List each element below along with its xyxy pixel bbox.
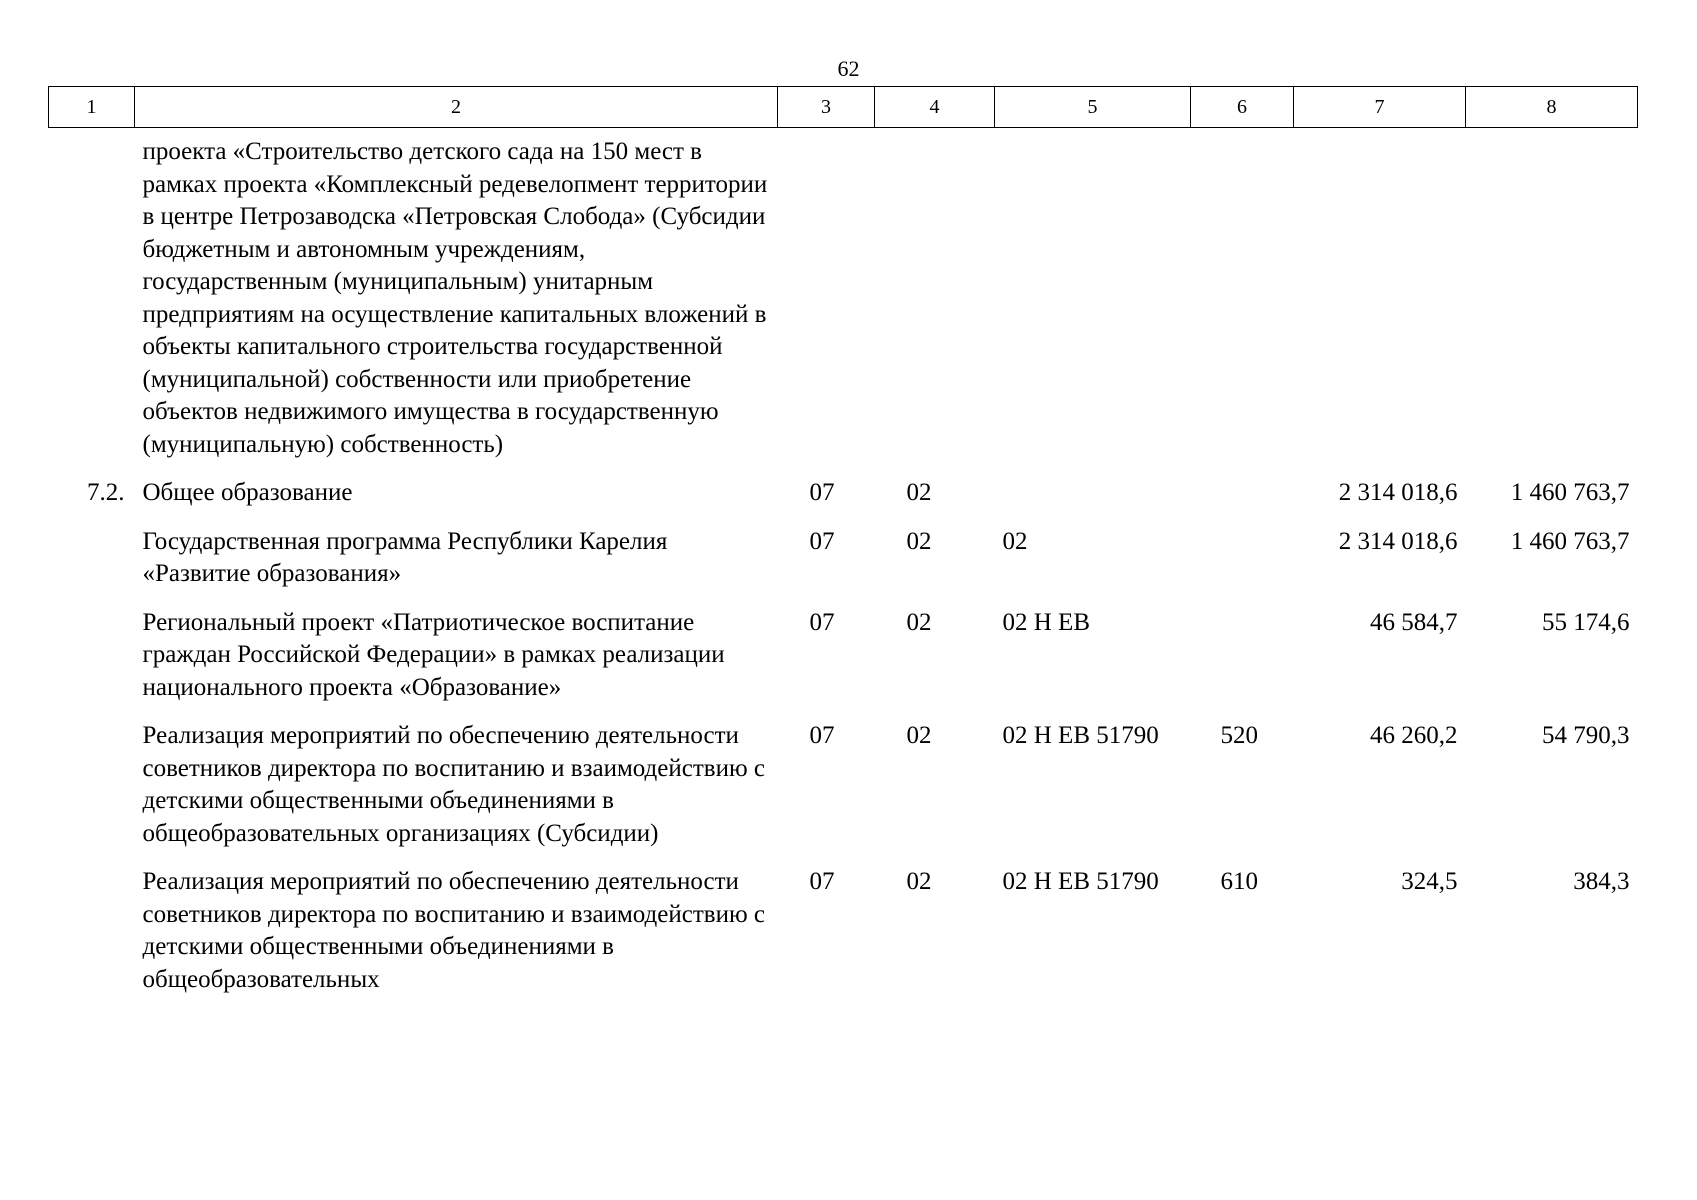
row-target-article: 02 xyxy=(1002,527,1028,555)
row-name: проекта «Строительство детского сада на 150 мест в рамках проекта «Комплексный редевелопмент территории в центре Петрозаводска «Петровская Слобода» (Субсидии бюджетным и автономным учреждениям, государственным (муниципальным) унитарным предприятиям на осуществление капитальных вложений в объекты капитального строительства государственной (муниципальной) собственности или приобретение объектов недвижимого имущества в государственную (муниципальную) собственность) xyxy=(142,138,768,458)
row-expense-type xyxy=(1191,526,1294,607)
row-expense-type xyxy=(1191,607,1294,721)
row-section-code: 07 xyxy=(809,527,835,555)
row-name: Государственная программа Республики Карелия «Развитие образования» xyxy=(142,527,668,587)
row-amount-col8: 1 460 763,7 xyxy=(1510,479,1630,506)
header-col-2: 2 xyxy=(135,87,778,128)
row-amount-col7: 46 260,2 xyxy=(1370,722,1458,749)
table-row xyxy=(49,607,1638,721)
row-amount-col8: 55 174,6 xyxy=(1542,608,1630,636)
header-col-1: 1 xyxy=(49,87,135,128)
header-col-8: 8 xyxy=(1466,87,1638,128)
row-amount-col7: 2 314 018,6 xyxy=(1338,527,1458,555)
row-number xyxy=(49,526,135,607)
row-name: Региональный проект «Патриотическое воспитание граждан Российской Федерации» в рамках реализации национального проекта «Образование» xyxy=(142,608,725,701)
header-col-6: 6 xyxy=(1191,87,1294,128)
table-row xyxy=(49,720,1638,866)
table-body xyxy=(49,128,1638,1013)
row-subsection-code xyxy=(875,128,995,478)
row-target-article xyxy=(995,128,1191,478)
row-name: Общее образование xyxy=(142,479,353,506)
row-amount-col7: 46 584,7 xyxy=(1370,608,1458,636)
row-section-code: 07 xyxy=(809,868,835,895)
table-row xyxy=(49,477,1638,526)
header-row xyxy=(49,87,1638,128)
page-number: 62 xyxy=(837,56,860,81)
row-target-article xyxy=(995,477,1191,526)
row-section-code xyxy=(778,128,875,478)
row-number xyxy=(49,720,135,866)
row-target-article: 02 Н ЕВ 51790 xyxy=(1002,722,1159,749)
row-name: Реализация мероприятий по обеспечению деятельности советников директора по воспитанию и взаимодействию с детскими общественными объединениями в общеобразовательных xyxy=(142,868,765,993)
row-target-article: 02 Н ЕВ 51790 xyxy=(1002,868,1159,895)
row-amount-col8 xyxy=(1466,128,1638,478)
row-subsection-code: 02 xyxy=(906,722,932,749)
row-amount-col7: 324,5 xyxy=(1401,868,1458,895)
header-col-7: 7 xyxy=(1294,87,1466,128)
table-row xyxy=(49,526,1638,607)
header-col-5: 5 xyxy=(995,87,1191,128)
row-number xyxy=(49,128,135,478)
row-section-code: 07 xyxy=(809,479,835,506)
row-section-code: 07 xyxy=(809,608,835,636)
row-subsection-code: 02 xyxy=(906,608,932,636)
table-row xyxy=(49,866,1638,1012)
row-number xyxy=(49,607,135,721)
header-col-3: 3 xyxy=(778,87,875,128)
row-name: Реализация мероприятий по обеспечению деятельности советников директора по воспитанию и взаимодействию с детскими общественными объединениями в общеобразовательных организациях (Субсидии) xyxy=(142,722,765,847)
row-expense-type xyxy=(1191,128,1294,478)
row-amount-col7 xyxy=(1294,128,1466,478)
row-amount-col8: 1 460 763,7 xyxy=(1510,527,1630,555)
row-subsection-code: 02 xyxy=(906,479,932,506)
row-target-article: 02 Н ЕВ xyxy=(1002,608,1090,636)
row-subsection-code: 02 xyxy=(906,527,932,555)
row-number xyxy=(49,866,135,1012)
row-amount-col8: 384,3 xyxy=(1573,868,1630,895)
row-expense-type: 520 xyxy=(1220,722,1258,749)
row-expense-type: 610 xyxy=(1220,868,1258,895)
row-amount-col7: 2 314 018,6 xyxy=(1338,479,1458,506)
table-header xyxy=(49,87,1638,128)
row-subsection-code: 02 xyxy=(906,868,932,895)
row-amount-col8: 54 790,3 xyxy=(1542,722,1630,749)
header-col-4: 4 xyxy=(875,87,995,128)
budget-table xyxy=(48,86,1638,1012)
table-row xyxy=(49,128,1638,478)
row-number: 7.2. xyxy=(87,479,125,506)
row-section-code: 07 xyxy=(809,722,835,749)
row-expense-type xyxy=(1191,477,1294,526)
